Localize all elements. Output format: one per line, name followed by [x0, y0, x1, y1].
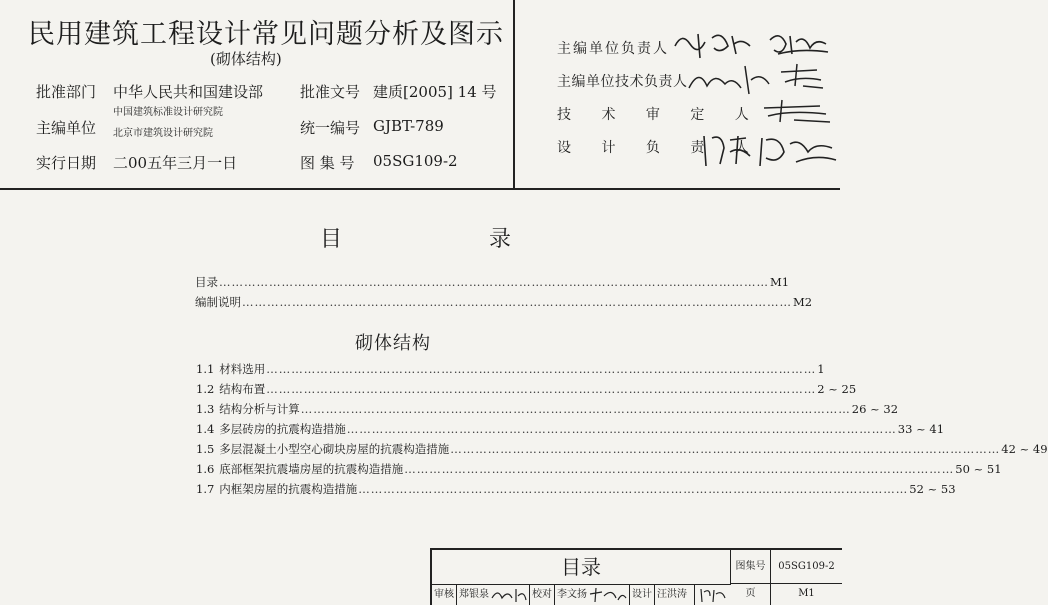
- title-block: [430, 548, 842, 605]
- title-block-page-label: 页: [731, 584, 771, 605]
- toc-entry[interactable]: 目录 …………………………………………………………………………………………………………………… M1: [195, 275, 790, 289]
- editor-unit-line-2: 北京市建筑设计研究院: [113, 128, 213, 139]
- signature-scribble: [700, 128, 840, 173]
- cell-divider: [529, 585, 530, 605]
- designer-name: 汪洪涛: [657, 589, 687, 600]
- toc-section-entry[interactable]: 1.5 多层混凝土小型空心砌块房屋的抗震构造措施 …………………………………………………………………………………………………………………… 42 ~ 49: [196, 442, 1048, 456]
- title-block-page-value: M1: [798, 588, 815, 599]
- toc-entry-number: 1.5: [196, 442, 215, 456]
- toc-leader-dots: ……………………………………………………………………………………………………………………: [346, 422, 897, 436]
- toc-leader-dots: ……………………………………………………………………………………………………………………: [300, 402, 851, 416]
- toc-leader-dots: ……………………………………………………………………………………………………………………: [242, 295, 792, 309]
- title-block-atlas-value: 05SG109-2: [771, 550, 842, 584]
- toc-entry-number: 1.2: [196, 382, 215, 396]
- toc-section-entry[interactable]: 1.3 结构分析与计算 …………………………………………………………………………………………………………………… 26 ~ 32: [196, 402, 899, 416]
- toc-leader-dots: ……………………………………………………………………………………………………………………: [404, 462, 955, 476]
- toc-section-entry[interactable]: 1.1 材料选用 …………………………………………………………………………………………………………………… 1: [196, 362, 825, 376]
- cell-divider: [629, 585, 630, 605]
- cell-divider: [456, 585, 457, 605]
- toc-leader-dots: ……………………………………………………………………………………………………………………: [450, 442, 1001, 456]
- section-title: 砌体结构: [355, 333, 431, 354]
- approval-doc-label: 批准文号: [300, 83, 361, 101]
- toc-leader-dots: ……………………………………………………………………………………………………………………: [219, 275, 769, 289]
- toc-entry-number: 1.1: [196, 362, 215, 376]
- atlas-info-panel: [0, 0, 515, 188]
- signoff-reviewer: 技 术 审 定 人: [557, 107, 762, 123]
- title-block-title: 目录: [432, 550, 731, 585]
- signature-scribble: [588, 586, 628, 604]
- cell-divider: [554, 585, 555, 605]
- toc-entry-number: 1.7: [196, 482, 215, 496]
- toc-entry-label: 编制说明: [195, 295, 241, 309]
- toc-leader-dots: ……………………………………………………………………………………………………………………: [266, 382, 817, 396]
- impl-date-label: 实行日期: [36, 154, 97, 172]
- unified-no-value: GJBT-789: [373, 117, 444, 135]
- signoff-design-lead: 设 计 负 责 人: [557, 140, 762, 156]
- signature-scribble: [490, 586, 528, 604]
- signature-scribble: [685, 58, 835, 103]
- approval-doc-value: 建质[2005] 14 号: [373, 83, 497, 101]
- atlas-subtitle: (砌体结构): [210, 50, 282, 68]
- atlas-title: 民用建筑工程设计常见问题分析及图示: [28, 19, 504, 50]
- toc-entry-number: 1.6: [196, 462, 215, 476]
- toc-entry-label: 结构布置: [219, 382, 266, 396]
- signoff-editor-head: 主编单位负责人: [557, 41, 669, 57]
- signoff-tech-head: 主编单位技术负责人: [557, 74, 688, 90]
- toc-entry-number: 1.4: [196, 422, 215, 436]
- checker-name: 李文扬: [557, 589, 587, 600]
- atlas-no-value: 05SG109-2: [373, 152, 458, 170]
- toc-section-entry[interactable]: 1.7 内框架房屋的抗震构造措施 …………………………………………………………………………………………………………………… 52 ~ 53: [196, 482, 956, 496]
- title-block-atlas-label: 图集号: [731, 550, 771, 584]
- toc-entry-label: 材料选用: [219, 362, 266, 376]
- toc-section-entry[interactable]: 1.4 多层砖房的抗震构造措施 …………………………………………………………………………………………………………………… 33 ~ 41: [196, 422, 945, 436]
- signature-scribble: [760, 98, 835, 126]
- toc-leader-dots: ……………………………………………………………………………………………………………………: [358, 482, 909, 496]
- toc-entry-label: 目录: [195, 275, 218, 289]
- toc-entry-label: 结构分析与计算: [219, 402, 300, 416]
- toc-entry[interactable]: 编制说明 …………………………………………………………………………………………………………………… M2: [195, 295, 813, 309]
- atlas-no-label: 图 集 号: [300, 154, 355, 172]
- cell-divider: [654, 585, 655, 605]
- signoff-panel: [515, 0, 840, 188]
- cell-divider: [694, 585, 695, 605]
- toc-heading-right: 录: [489, 227, 512, 252]
- reviewer-name: 郑银泉: [459, 589, 489, 600]
- review-label: 审核: [434, 589, 454, 600]
- signature-scribble: [698, 586, 728, 604]
- editor-unit-label: 主编单位: [36, 119, 97, 137]
- approval-dept-value: 中华人民共和国建设部: [113, 83, 264, 101]
- toc-heading-left: 目: [320, 227, 343, 252]
- toc-entry-label: 内框架房屋的抗震构造措施: [219, 482, 358, 496]
- impl-date-value: 二00五年三月一日: [113, 154, 238, 172]
- approval-dept-label: 批准部门: [36, 83, 97, 101]
- check-label: 校对: [532, 589, 552, 600]
- toc-section-entry[interactable]: 1.2 结构布置 …………………………………………………………………………………………………………………… 2 ~ 25: [196, 382, 857, 396]
- unified-no-label: 统一编号: [300, 119, 361, 137]
- toc-entry-label: 底部框架抗震墙房屋的抗震构造措施: [219, 462, 404, 476]
- toc-leader-dots: ……………………………………………………………………………………………………………………: [266, 362, 817, 376]
- atlas-header: [0, 0, 840, 190]
- editor-unit-line-1: 中国建筑标准设计研究院: [113, 107, 223, 118]
- toc-entry-label: 多层砖房的抗震构造措施: [219, 422, 346, 436]
- toc-section-entry[interactable]: 1.6 底部框架抗震墙房屋的抗震构造措施 …………………………………………………………………………………………………………………… 50 ~ 51: [196, 462, 1002, 476]
- design-label: 设计: [632, 589, 652, 600]
- toc-entry-label: 多层混凝土小型空心砌块房屋的抗震构造措施: [219, 442, 450, 456]
- toc-entry-number: 1.3: [196, 402, 215, 416]
